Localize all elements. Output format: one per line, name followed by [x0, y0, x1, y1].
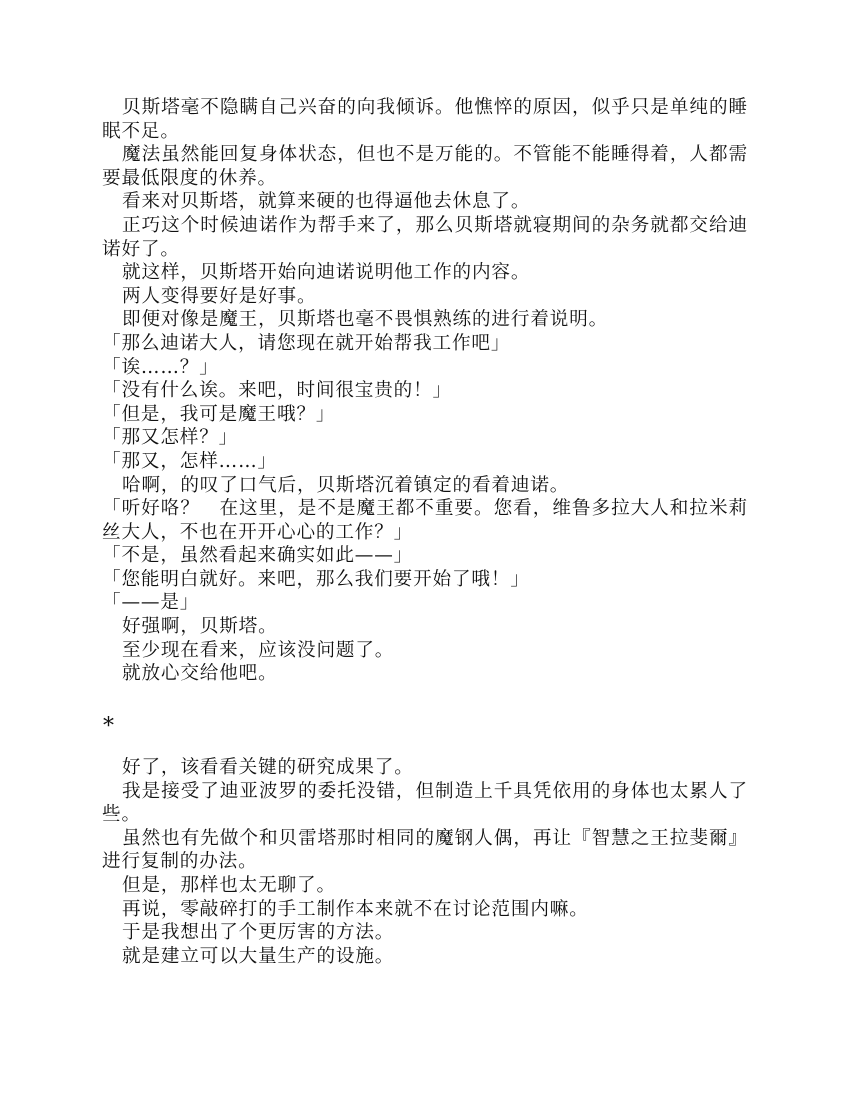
dialogue-line: 「那么迪诺大人，请您现在就开始帮我工作吧」: [102, 332, 511, 354]
dialogue-line: 「听好咯？ 在这里，是不是魔王都不重要。您看，维鲁多拉大人和拉米莉丝大人，不也在开开心心的工作？」: [102, 498, 748, 543]
paragraph: 就是建立可以大量生产的设施。: [122, 945, 395, 967]
paragraph: 虽然也有先做个和贝雷塔那时相同的魔钢人偶，再让『智慧之王拉斐爾』进行复制的办法。: [102, 827, 748, 873]
scene-break-asterisk: *: [103, 714, 114, 740]
dialogue-line: 「——是」: [102, 592, 200, 614]
paragraph: 至少现在看来，应该没问题了。: [122, 639, 395, 661]
section-2: [102, 756, 748, 968]
document-page: [102, 96, 748, 968]
dialogue-line: 「没有什么诶。来吧，时间很宝贵的！」: [102, 380, 452, 402]
paragraph: 贝斯塔毫不隐瞒自己兴奋的向我倾诉。他憔悴的原因，似乎只是单纯的睡眠不足。: [102, 97, 748, 142]
paragraph: 再说，零敲碎打的手工制作本来就不在讨论范围内嘛。: [122, 898, 589, 920]
paragraph: 即便对像是魔王，贝斯塔也毫不畏惧熟练的进行着说明。: [122, 309, 609, 331]
section-1: [102, 96, 748, 686]
paragraph: 哈啊，的叹了口气后，贝斯塔沉着镇定的看着迪诺。: [122, 474, 570, 496]
paragraph: 但是，那样也太无聊了。: [122, 875, 336, 896]
paragraph: 好强啊，贝斯塔。: [122, 616, 278, 638]
paragraph: 两人变得要好是好事。: [122, 285, 317, 307]
paragraph: 看来对贝斯塔，就算来硬的也得逼他去休息了。: [122, 191, 531, 213]
paragraph: 就放心交给他吧。: [122, 663, 278, 685]
blank-line: [102, 686, 748, 710]
blank-line: [102, 739, 748, 756]
paragraph: 就这样，贝斯塔开始向迪诺说明他工作的内容。: [122, 262, 531, 284]
dialogue-line: 「那又，怎样……」: [102, 450, 277, 472]
paragraph: 魔法虽然能回复身体状态，但也不是万能的。不管能不能睡得着，人都需要最低限度的休养。: [102, 144, 748, 189]
paragraph: 好了，该看看关键的研究成果了。: [122, 757, 414, 779]
dialogue-line: 「那又怎样？」: [102, 427, 239, 449]
paragraph: 我是接受了迪亚波罗的委托没错，但制造上千具凭依用的身体也太累人了些。: [102, 780, 748, 826]
dialogue-line: 「您能明白就好。来吧，那么我们要开始了哦！」: [102, 568, 530, 590]
dialogue-line: 「不是，虽然看起来确实如此——」: [102, 545, 414, 567]
paragraph: 于是我想出了个更厉害的方法。: [122, 922, 395, 944]
dialogue-line: 「但是，我可是魔王哦？」: [102, 403, 336, 425]
paragraph: 正巧这个时候迪诺作为帮手来了，那么贝斯塔就寝期间的杂务就都交给迪诺好了。: [102, 214, 748, 260]
dialogue-line: 「诶……？」: [102, 356, 219, 378]
